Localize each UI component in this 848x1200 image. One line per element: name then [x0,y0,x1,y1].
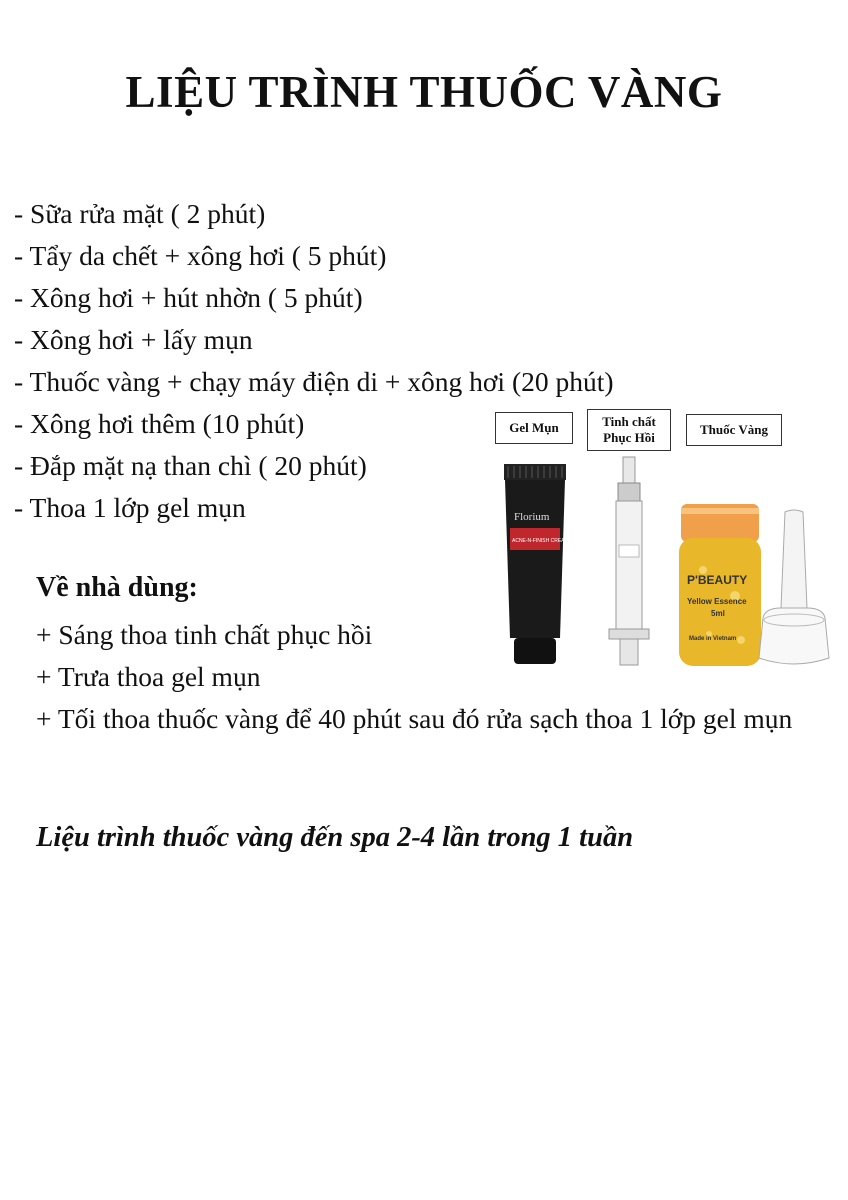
step-item: - Tẩy da chết + xông hơi ( 5 phút) [14,240,387,271]
label-thuoc-vang [686,414,782,446]
vial-brand-text: P'BEAUTY [687,573,748,587]
home-use-item: + Tối thoa thuốc vàng để 40 phút sau đó rửa sạch thoa 1 lớp gel mụn [36,703,793,734]
step-item: - Thuốc vàng + chạy máy điện di + xông hơi (20 phút) [14,366,614,397]
recovery-serum-syringe-icon [605,455,653,670]
dropper-cap-icon [755,508,833,670]
label-thuoc-vang-text: Thuốc Vàng [699,422,769,437]
step-item: - Đắp mặt nạ than chì ( 20 phút) [14,450,367,481]
label-gel-mun-text: Gel Mụn [509,420,559,435]
home-use-heading: Về nhà dùng: [36,572,198,603]
yellow-essence-vial-icon [675,500,765,672]
tube-sub-text: ACNE-N-FINISH CREAM [512,538,569,544]
label-tinh-chat-line1: Tinh chất [602,414,656,429]
step-item: - Xông hơi thêm (10 phút) [14,408,305,439]
vial-origin-text: Made in Vietnam [689,636,737,642]
label-tinh-chat-line2: Phục Hồi [603,430,655,445]
frequency-note: Liệu trình thuốc vàng đến spa 2-4 lần trong 1 tuần [36,822,634,853]
step-item: - Sữa rửa mặt ( 2 phút) [14,198,266,229]
vial-sub-text: Yellow Essence [687,597,747,606]
home-use-item: + Trưa thoa gel mụn [36,661,261,692]
label-tinh-chat [587,409,671,451]
label-gel-mun [495,412,573,444]
step-item: - Xông hơi + lấy mụn [14,324,253,355]
vial-volume-text: 5ml [711,609,725,618]
step-item: - Thoa 1 lớp gel mụn [14,492,246,523]
tube-brand-text: Florium [514,511,550,523]
acne-gel-tube-icon [500,460,570,670]
step-item: - Xông hơi + hút nhờn ( 5 phút) [14,282,363,313]
home-use-item: + Sáng thoa tinh chất phục hồi [36,619,373,650]
page-title: LIỆU TRÌNH THUỐC VÀNG [125,67,723,117]
